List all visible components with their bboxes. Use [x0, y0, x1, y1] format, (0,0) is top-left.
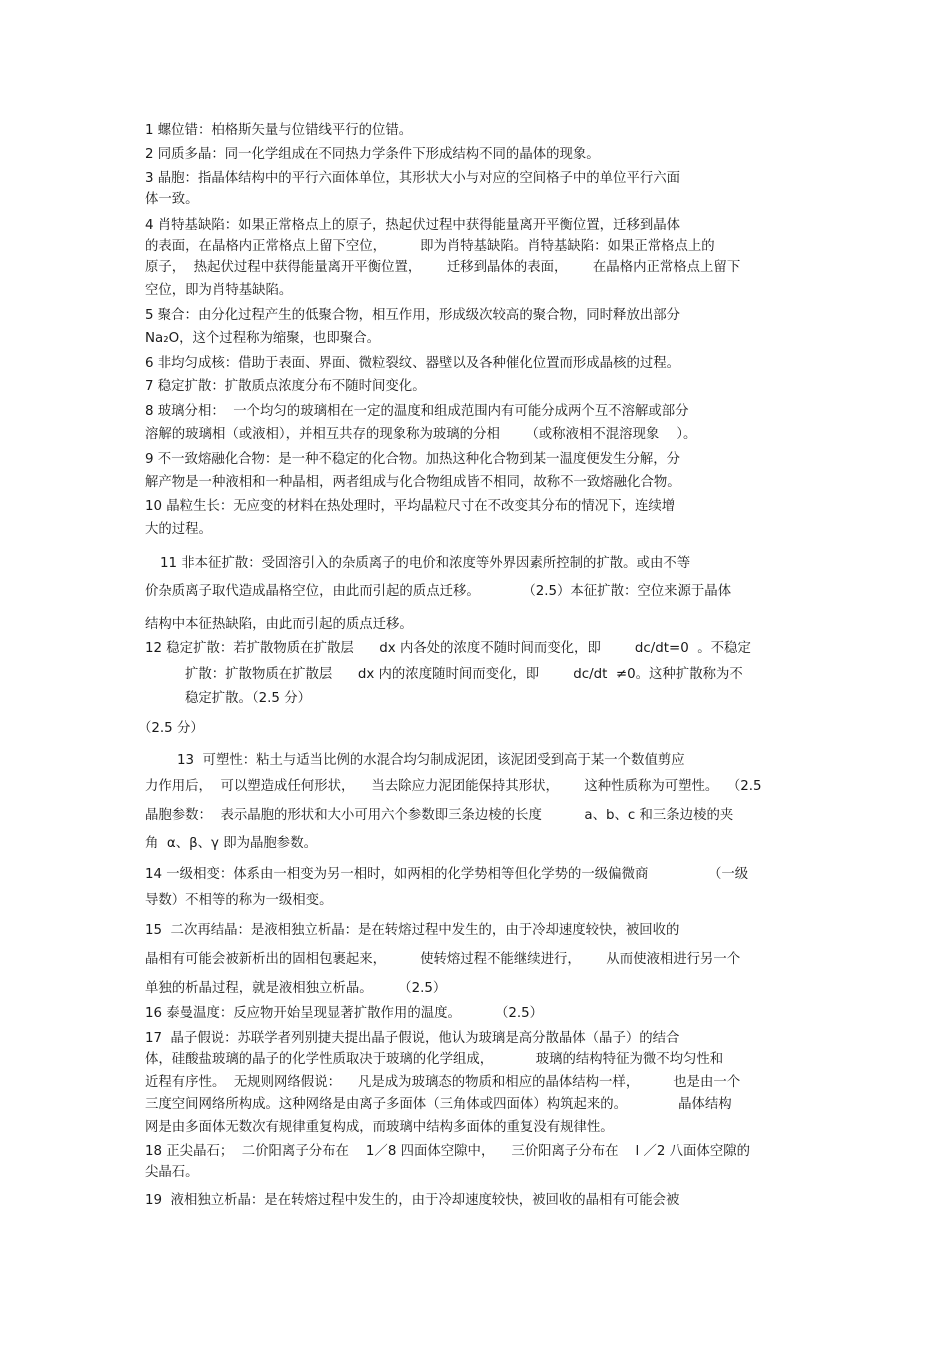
- text-line: 三度空间网络所构成。这种网络是由离子多面体（三角体或四面体）构筑起来的。 晶体结构: [145, 1097, 732, 1112]
- text-line: 单独的析晶过程，就是液相独立析晶。 （2.5）: [145, 981, 447, 996]
- text-line: 10 晶粒生长：无应变的材料在热处理时，平均晶粒尺寸在不改变其分布的情况下，连续增: [145, 499, 676, 514]
- text-line: 15 二次再结晶：是液相独立析晶：是在转熔过程中发生的，由于冷却速度较快，被回收的: [145, 923, 680, 938]
- text-line: 解产物是一种液相和一种晶相，两者组成与化合物组成皆不相同，故称不一致熔融化合物。: [145, 475, 681, 490]
- text-line: 7 稳定扩散：扩散质点浓度分布不随时间变化。: [145, 379, 426, 394]
- text-line: 体一致。: [145, 192, 199, 207]
- text-line: 18 正尖晶石； 二价阳离子分布在 1／8 四面体空隙中， 三价阳离子分布在 l ／2 八面体空隙的: [145, 1144, 750, 1159]
- text-line: 8 玻璃分相： 一个均匀的玻璃相在一定的温度和组成范围内有可能分成两个互不溶解或部分: [145, 404, 689, 419]
- text-line: 17 晶子假说：苏联学者列别捷夫提出晶子假说，他认为玻璃是高分散晶体（晶子）的结合: [145, 1031, 680, 1046]
- text-line: 导数）不相等的称为一级相变。: [145, 893, 333, 908]
- text-line: 晶胞参数： 表示晶胞的形状和大小可用六个参数即三条边棱的长度 a、b、c 和三条边棱的夹: [145, 808, 734, 823]
- text-line: 大的过程。: [145, 522, 212, 537]
- text-line: 近程有序性。 无规则网络假说： 凡是成为玻璃态的物质和相应的晶体结构一样， 也是由一个: [145, 1075, 741, 1090]
- text-line: 稳定扩散。（2.5 分）: [185, 691, 311, 706]
- text-line: 结构中本征热缺陷，由此而引起的质点迁移。: [145, 617, 413, 632]
- text-line: 原子， 热起伏过程中获得能量离开平衡位置， 迁移到晶体的表面， 在晶格内正常格点上留下: [145, 260, 741, 275]
- text-line: 体，硅酸盐玻璃的晶子的化学性质取决于玻璃的化学组成， 玻璃的结构特征为微不均匀性和: [145, 1052, 724, 1067]
- text-line: 1 螺位错：柏格斯矢量与位错线平行的位错。: [145, 123, 413, 138]
- text-line: 9 不一致熔融化合物：是一种不稳定的化合物。加热这种化合物到某一温度便发生分解，分: [145, 452, 681, 467]
- text-line: 11 非本征扩散：受固溶引入的杂质离子的电价和浓度等外界因素所控制的扩散。或由不等: [160, 556, 691, 571]
- text-line: 角 α、β、γ 即为晶胞参数。: [145, 836, 317, 851]
- text-line: 价杂质离子取代造成晶格空位，由此而引起的质点迁移。 （2.5）本征扩散：空位来源于晶体: [145, 584, 732, 599]
- text-line: 6 非均匀成核：借助于表面、界面、微粒裂纹、器壁以及各种催化位置而形成晶核的过程。: [145, 356, 681, 371]
- text-line: 5 聚合：由分化过程产生的低聚合物，相互作用，形成级次较高的聚合物，同时释放出部分: [145, 308, 681, 323]
- text-line: 3 晶胞：指晶体结构中的平行六面体单位，其形状大小与对应的空间格子中的单位平行六面: [145, 171, 681, 186]
- text-line: 扩散：扩散物质在扩散层 dx 内的浓度随时间而变化，即 dc/dt ≠0。这种扩散称为不: [185, 667, 743, 682]
- text-line: 溶解的玻璃相（或液相），并相互共存的现象称为玻璃的分相 （或称液相不混溶现象 ）。: [145, 427, 697, 442]
- text-line: 12 稳定扩散：若扩散物质在扩散层 dx 内各处的浓度不随时间而变化，即 dc/dt=0 。不稳定: [145, 641, 751, 656]
- text-line: 16 泰曼温度：反应物开始呈现显著扩散作用的温度。 （2.5）: [145, 1006, 544, 1021]
- text-line: 力作用后， 可以塑造成任何形状， 当去除应力泥团能保持其形状， 这种性质称为可塑性。 （2.5: [145, 779, 762, 794]
- text-line: Na₂O，这个过程称为缩聚，也即聚合。: [145, 331, 380, 346]
- text-line: 13 可塑性：粘土与适当比例的水混合均匀制成泥团，该泥团受到高于某一个数值剪应: [177, 753, 685, 768]
- text-line: 网是由多面体无数次有规律重复构成，而玻璃中结构多面体的重复没有规律性。: [145, 1120, 614, 1135]
- text-line: 19 液相独立析晶：是在转熔过程中发生的，由于冷却速度较快，被回收的晶相有可能会被: [145, 1193, 680, 1208]
- text-line: 空位，即为肖特基缺陷。: [145, 283, 293, 298]
- text-line: （2.5 分）: [138, 721, 204, 736]
- text-line: 的表面，在晶格内正常格点上留下空位， 即为肖特基缺陷。肖特基缺陷：如果正常格点上的: [145, 239, 715, 254]
- text-line: 尖晶石。: [145, 1165, 199, 1180]
- text-line: 14 一级相变：体系由一相变为另一相时，如两相的化学势相等但化学势的一级偏微商 （一级: [145, 867, 749, 882]
- text-line: 晶相有可能会被新析出的固相包裹起来， 使转熔过程不能继续进行， 从而使液相进行另一个: [145, 952, 741, 967]
- text-line: 2 同质多晶：同一化学组成在不同热力学条件下形成结构不同的晶体的现象。: [145, 147, 600, 162]
- text-line: 4 肖特基缺陷：如果正常格点上的原子，热起伏过程中获得能量离开平衡位置，迁移到晶体: [145, 218, 681, 233]
